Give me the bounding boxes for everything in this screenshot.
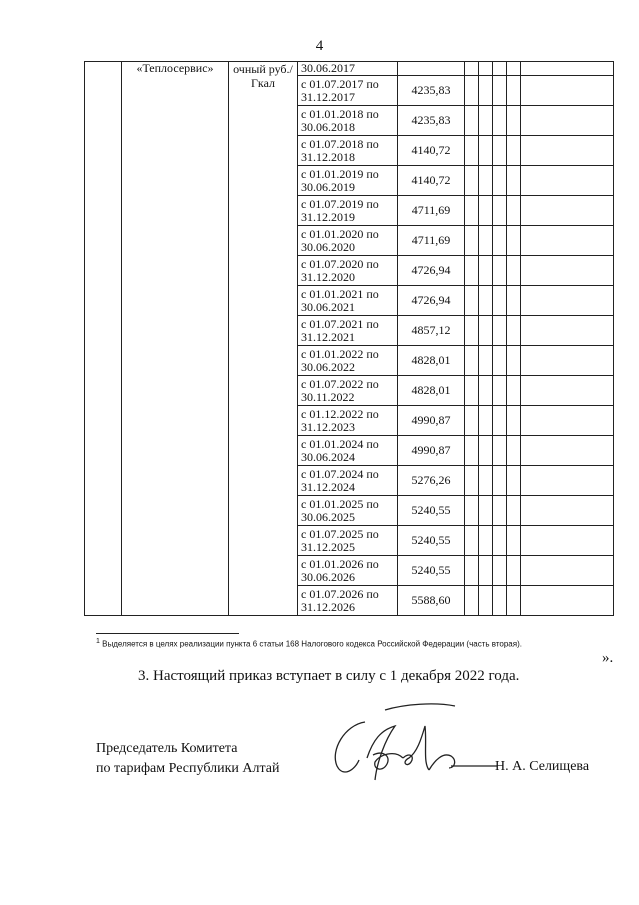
period-cell xyxy=(298,496,398,526)
empty-cell xyxy=(479,436,493,466)
empty-cell xyxy=(507,226,521,256)
period-cell xyxy=(298,256,398,286)
empty-cell xyxy=(479,346,493,376)
period-cell xyxy=(298,196,398,226)
signatory-title xyxy=(96,739,279,779)
organization-cell: «Теплосервис» xyxy=(122,62,229,616)
unit-cell: очный руб./Гкал xyxy=(229,62,298,616)
period-cell xyxy=(298,76,398,106)
empty-cell xyxy=(521,256,614,286)
tariff-table xyxy=(84,61,614,616)
period-line1: с 01.07.2017 по xyxy=(301,76,379,91)
empty-cell xyxy=(521,62,614,76)
empty-cell xyxy=(521,106,614,136)
empty-cell xyxy=(493,556,507,586)
table-row xyxy=(85,62,614,76)
empty-cell xyxy=(507,586,521,616)
period-line2: 31.12.2026 xyxy=(301,599,355,614)
footnote-marker: 1 xyxy=(96,638,100,645)
empty-cell xyxy=(479,136,493,166)
empty-cell xyxy=(479,256,493,286)
empty-cell xyxy=(521,76,614,106)
period-line2: 31.12.2017 xyxy=(301,89,355,104)
empty-cell xyxy=(507,406,521,436)
empty-cell xyxy=(465,466,479,496)
empty-cell xyxy=(465,556,479,586)
empty-cell xyxy=(493,586,507,616)
empty-cell xyxy=(479,286,493,316)
value-cell: 4828,01 xyxy=(398,346,465,376)
period-line1: с 01.01.2026 по xyxy=(301,556,379,571)
empty-cell xyxy=(521,586,614,616)
empty-cell xyxy=(479,106,493,136)
period-line1: с 01.07.2022 по xyxy=(301,376,379,391)
empty-cell xyxy=(493,256,507,286)
period-cell xyxy=(298,286,398,316)
period-cell xyxy=(298,136,398,166)
value-cell: 4990,87 xyxy=(398,436,465,466)
empty-cell xyxy=(465,226,479,256)
empty-cell xyxy=(465,62,479,76)
period-line1: с 01.07.2025 по xyxy=(301,526,379,541)
empty-cell xyxy=(507,136,521,166)
value-cell: 4711,69 xyxy=(398,226,465,256)
empty-cell xyxy=(465,256,479,286)
period-line2: 30.06.2024 xyxy=(301,449,355,464)
empty-cell xyxy=(521,196,614,226)
period-line2: 31.12.2020 xyxy=(301,269,355,284)
value-cell: 4990,87 xyxy=(398,406,465,436)
empty-cell xyxy=(493,136,507,166)
period-line1: с 01.07.2020 по xyxy=(301,256,379,271)
period-cell: 30.06.2017 xyxy=(298,62,398,76)
empty-cell xyxy=(479,466,493,496)
period-line2: 31.12.2025 xyxy=(301,539,355,554)
empty-cell xyxy=(465,76,479,106)
period-line2: 30.06.2026 xyxy=(301,569,355,584)
index-cell xyxy=(85,62,122,616)
empty-cell xyxy=(521,346,614,376)
empty-cell xyxy=(521,136,614,166)
empty-cell xyxy=(521,166,614,196)
empty-cell xyxy=(465,496,479,526)
footnote-separator xyxy=(96,633,239,634)
period-cell xyxy=(298,226,398,256)
empty-cell xyxy=(465,376,479,406)
signatory-title-line1: Председатель Комитета xyxy=(96,741,238,756)
period-line1: с 01.07.2026 по xyxy=(301,586,379,601)
empty-cell xyxy=(521,556,614,586)
value-cell: 5240,55 xyxy=(398,526,465,556)
empty-cell xyxy=(507,196,521,226)
empty-cell xyxy=(507,346,521,376)
empty-cell xyxy=(479,76,493,106)
page-number: 4 xyxy=(315,38,324,54)
empty-cell xyxy=(521,286,614,316)
closing-quote: ». xyxy=(602,650,614,666)
empty-cell xyxy=(507,376,521,406)
empty-cell xyxy=(507,166,521,196)
value-cell: 4857,12 xyxy=(398,316,465,346)
value-cell: 4140,72 xyxy=(398,136,465,166)
value-cell: 5588,60 xyxy=(398,586,465,616)
value-cell: 4828,01 xyxy=(398,376,465,406)
empty-cell xyxy=(521,376,614,406)
empty-cell xyxy=(507,526,521,556)
value-cell: 4235,83 xyxy=(398,106,465,136)
period-line1: с 01.12.2022 по xyxy=(301,406,379,421)
empty-cell xyxy=(493,406,507,436)
period-line2: 31.12.2024 xyxy=(301,479,355,494)
empty-cell xyxy=(493,62,507,76)
value-cell: 5276,26 xyxy=(398,466,465,496)
period-line1: с 01.01.2024 по xyxy=(301,436,379,451)
empty-cell xyxy=(493,286,507,316)
period-cell xyxy=(298,406,398,436)
empty-cell xyxy=(507,256,521,286)
period-cell xyxy=(298,586,398,616)
empty-cell xyxy=(493,436,507,466)
period-line1: с 01.07.2024 по xyxy=(301,466,379,481)
empty-cell xyxy=(493,196,507,226)
empty-cell xyxy=(465,166,479,196)
empty-cell xyxy=(479,406,493,436)
period-line2: 30.11.2022 xyxy=(301,389,355,404)
period-line2: 30.06.2022 xyxy=(301,359,355,374)
empty-cell xyxy=(493,316,507,346)
period-line2: 30.06.2021 xyxy=(301,299,355,314)
value-cell: 5240,55 xyxy=(398,556,465,586)
period-line1: с 01.01.2025 по xyxy=(301,496,379,511)
period-cell xyxy=(298,316,398,346)
empty-cell xyxy=(465,526,479,556)
empty-cell xyxy=(465,436,479,466)
period-line1: с 01.07.2018 по xyxy=(301,136,379,151)
period-line1: с 01.01.2022 по xyxy=(301,346,379,361)
empty-cell xyxy=(521,406,614,436)
footnote-text: Выделяется в целях реализации пункта 6 статьи 168 Налогового кодекса Российской Федерации (часть вторая). xyxy=(102,639,522,649)
value-cell: 4726,94 xyxy=(398,286,465,316)
empty-cell xyxy=(521,526,614,556)
empty-cell xyxy=(507,556,521,586)
empty-cell xyxy=(493,346,507,376)
empty-cell xyxy=(479,316,493,346)
period-line2: 31.12.2021 xyxy=(301,329,355,344)
footnote xyxy=(96,638,522,649)
period-line2: 30.06.2019 xyxy=(301,179,355,194)
empty-cell xyxy=(521,316,614,346)
empty-cell xyxy=(493,226,507,256)
empty-cell xyxy=(493,496,507,526)
period-line1: с 01.07.2019 по xyxy=(301,196,379,211)
signatory-title-line2: по тарифам Республики Алтай xyxy=(96,761,280,776)
period-cell xyxy=(298,526,398,556)
period-line2: 30.06.2018 xyxy=(301,119,355,134)
empty-cell xyxy=(479,376,493,406)
period-cell xyxy=(298,376,398,406)
empty-cell xyxy=(493,526,507,556)
value-cell: 4140,72 xyxy=(398,166,465,196)
empty-cell xyxy=(479,526,493,556)
empty-cell xyxy=(507,62,521,76)
period-cell xyxy=(298,106,398,136)
handwritten-signature xyxy=(325,700,500,790)
period-line1: с 01.01.2018 по xyxy=(301,106,379,121)
empty-cell xyxy=(521,466,614,496)
empty-cell xyxy=(493,106,507,136)
empty-cell xyxy=(521,226,614,256)
empty-cell xyxy=(521,436,614,466)
period-line1: с 01.01.2021 по xyxy=(301,286,379,301)
empty-cell xyxy=(465,196,479,226)
period-line2: 31.12.2018 xyxy=(301,149,355,164)
empty-cell xyxy=(479,166,493,196)
empty-cell xyxy=(465,586,479,616)
empty-cell xyxy=(493,166,507,196)
empty-cell xyxy=(507,316,521,346)
empty-cell xyxy=(465,406,479,436)
empty-cell xyxy=(465,106,479,136)
value-cell: 4726,94 xyxy=(398,256,465,286)
clause-3: 3. Настоящий приказ вступает в силу с 1 декабря 2022 года. xyxy=(138,668,520,684)
empty-cell xyxy=(507,76,521,106)
empty-cell xyxy=(521,496,614,526)
period-line2: 30.06.2020 xyxy=(301,239,355,254)
period-cell xyxy=(298,346,398,376)
empty-cell xyxy=(507,496,521,526)
empty-cell xyxy=(465,136,479,166)
empty-cell xyxy=(493,466,507,496)
value-cell: 4235,83 xyxy=(398,76,465,106)
empty-cell xyxy=(507,106,521,136)
period-line1: с 01.01.2020 по xyxy=(301,226,379,241)
period-cell xyxy=(298,166,398,196)
period-cell xyxy=(298,466,398,496)
empty-cell xyxy=(507,286,521,316)
empty-cell xyxy=(465,316,479,346)
empty-cell xyxy=(479,62,493,76)
period-line2: 30.06.2025 xyxy=(301,509,355,524)
empty-cell xyxy=(479,556,493,586)
period-line1: с 01.01.2019 по xyxy=(301,166,379,181)
empty-cell xyxy=(465,286,479,316)
empty-cell xyxy=(507,436,521,466)
signatory-name: Н. А. Селищева xyxy=(495,759,590,774)
period-cell xyxy=(298,556,398,586)
period-cell xyxy=(298,436,398,466)
empty-cell xyxy=(507,466,521,496)
period-line2: 31.12.2019 xyxy=(301,209,355,224)
empty-cell xyxy=(479,496,493,526)
period-line2: 31.12.2023 xyxy=(301,419,355,434)
empty-cell xyxy=(479,586,493,616)
empty-cell xyxy=(479,196,493,226)
empty-cell xyxy=(465,346,479,376)
empty-cell xyxy=(493,376,507,406)
period-line1: с 01.07.2021 по xyxy=(301,316,379,331)
value-cell: 5240,55 xyxy=(398,496,465,526)
empty-cell xyxy=(479,226,493,256)
value-cell xyxy=(398,62,465,76)
value-cell: 4711,69 xyxy=(398,196,465,226)
empty-cell xyxy=(493,76,507,106)
